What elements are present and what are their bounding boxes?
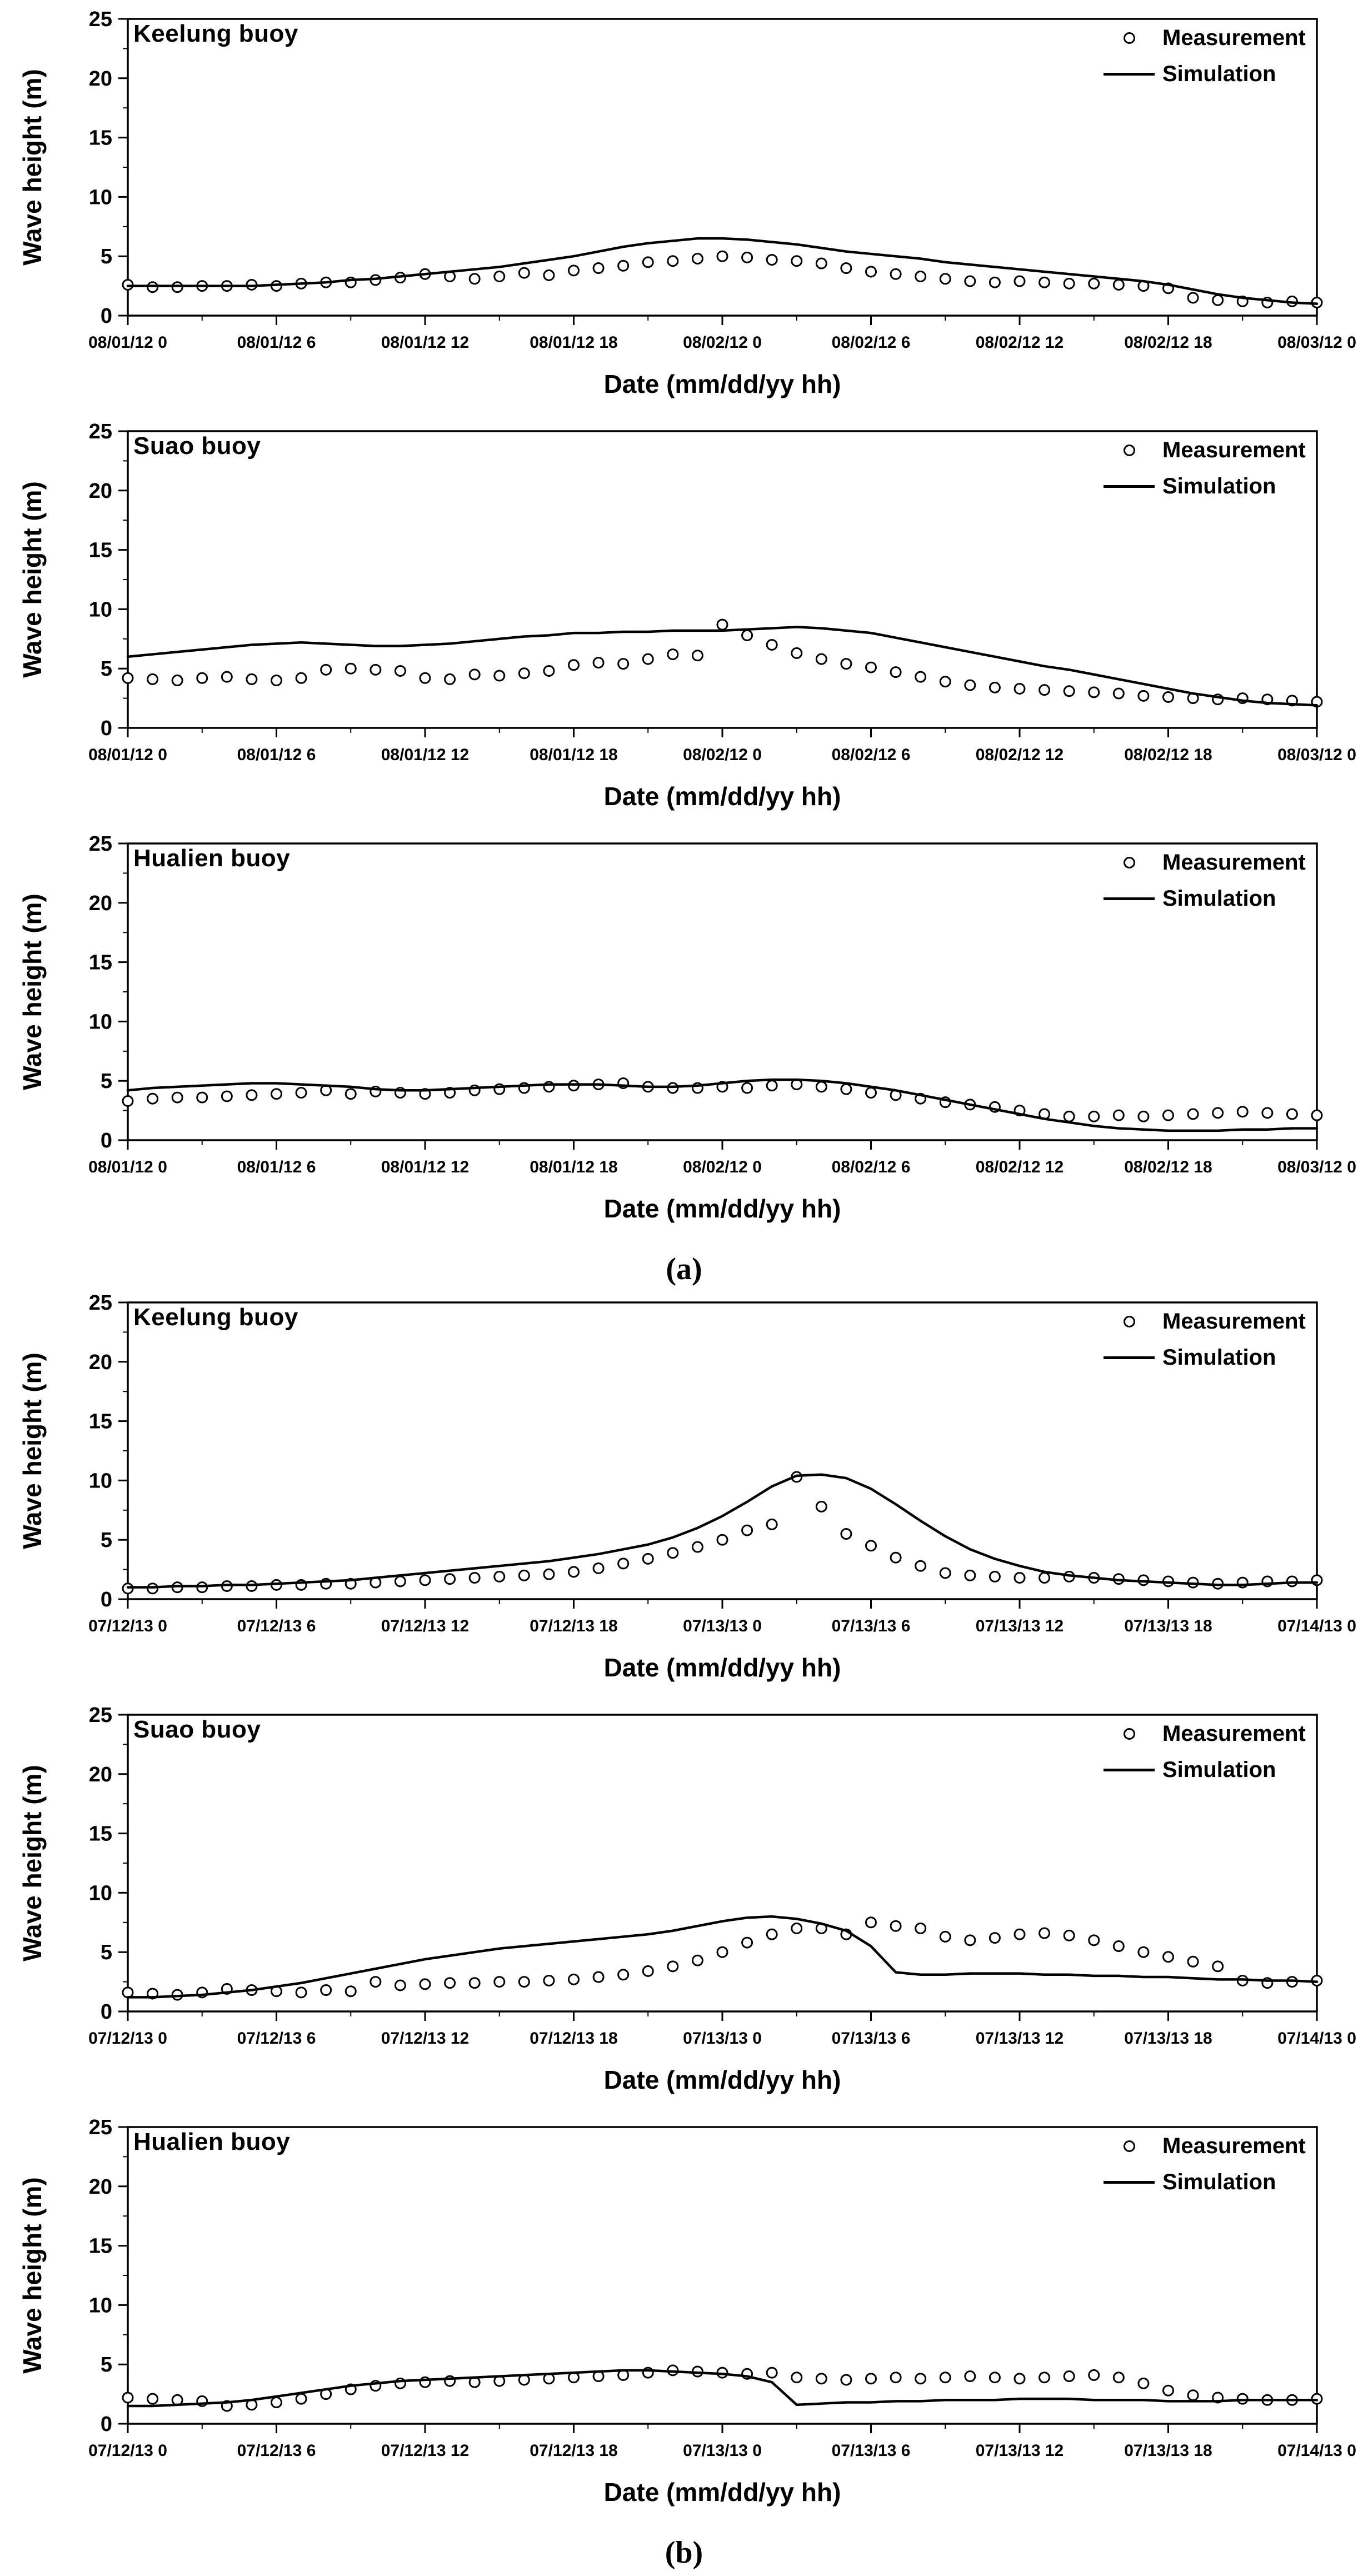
simulation-line-icon [1096,897,1162,900]
panel-title: Suao buoy [133,1716,261,1743]
legend-label: Measurement [1162,1309,1306,1334]
legend-item-simulation [1096,1345,1312,1370]
chart-panel-keelung-a [0,9,1368,421]
legend-label: Simulation [1162,1758,1276,1782]
svg-text:07/12/13 12: 07/12/13 12 [381,1617,470,1635]
measurement-marker-icon [1096,1316,1162,1327]
legend-label: Measurement [1162,1721,1306,1746]
svg-text:07/12/13 6: 07/12/13 6 [237,2442,316,2460]
svg-text:0: 0 [100,1129,112,1152]
svg-text:08/01/12 18: 08/01/12 18 [530,1158,618,1176]
svg-text:20: 20 [88,1763,112,1786]
svg-text:08/02/12 12: 08/02/12 12 [975,746,1064,764]
svg-text:08/02/12 18: 08/02/12 18 [1124,333,1212,352]
svg-text:07/12/13 18: 07/12/13 18 [530,2442,618,2460]
x-axis-title: Date (mm/dd/yy hh) [603,370,841,398]
svg-text:07/13/13 6: 07/13/13 6 [831,2029,911,2048]
svg-text:07/12/13 18: 07/12/13 18 [530,1617,618,1635]
svg-text:15: 15 [88,2234,112,2258]
svg-text:25: 25 [88,9,112,31]
svg-text:5: 5 [100,1529,112,1552]
svg-text:08/02/12 0: 08/02/12 0 [683,1158,762,1176]
svg-text:5: 5 [100,245,112,269]
svg-text:07/13/13 12: 07/13/13 12 [975,2442,1064,2460]
svg-text:0: 0 [100,2000,112,2024]
y-axis-label: Wave height (m) [18,1352,47,1549]
svg-text:08/01/12 0: 08/01/12 0 [88,333,167,352]
measurement-marker-icon [1096,2140,1162,2152]
simulation-line-icon [1096,485,1162,488]
svg-text:5: 5 [100,1070,112,1094]
legend-label: Simulation [1162,2170,1276,2194]
legend-item-simulation [1096,1758,1312,1783]
svg-text:08/01/12 18: 08/01/12 18 [530,333,618,352]
svg-text:25: 25 [88,421,112,443]
svg-text:07/13/13 12: 07/13/13 12 [975,2029,1064,2048]
svg-text:08/02/12 12: 08/02/12 12 [975,1158,1064,1176]
svg-text:07/13/13 6: 07/13/13 6 [831,2442,911,2460]
svg-text:15: 15 [88,951,112,975]
measurement-marker-icon [1096,32,1162,44]
group-label-b: (b) [665,2535,703,2570]
svg-text:07/13/13 0: 07/13/13 0 [683,2442,762,2460]
svg-text:15: 15 [88,1822,112,1846]
chart-panel-suao-a [0,421,1368,833]
x-axis-title: Date (mm/dd/yy hh) [603,1653,841,1682]
panel-title: Hualien buoy [133,845,291,872]
simulation-line-icon [1096,73,1162,76]
svg-text:08/03/12 0: 08/03/12 0 [1277,333,1356,352]
measurement-marker-icon [1096,1728,1162,1740]
svg-text:5: 5 [100,2353,112,2377]
panel-title: Hualien buoy [133,2128,291,2155]
legend-label: Measurement [1162,438,1306,462]
svg-text:08/02/12 6: 08/02/12 6 [831,1158,911,1176]
x-axis-title: Date (mm/dd/yy hh) [603,782,841,811]
svg-text:08/03/12 0: 08/03/12 0 [1277,746,1356,764]
svg-text:10: 10 [88,598,112,622]
svg-text:08/01/12 0: 08/01/12 0 [88,746,167,764]
svg-text:25: 25 [88,1705,112,1727]
legend [1096,850,1312,911]
chart-panel-hualien-b [0,2117,1368,2529]
legend-label: Simulation [1162,1345,1276,1370]
legend-item-measurement [1096,1721,1312,1746]
legend-item-measurement [1096,438,1312,463]
svg-text:0: 0 [100,304,112,328]
svg-text:20: 20 [88,479,112,503]
legend-item-measurement [1096,850,1312,875]
svg-text:0: 0 [100,1588,112,1611]
svg-text:08/01/12 12: 08/01/12 12 [381,333,470,352]
svg-text:20: 20 [88,891,112,915]
legend [1096,1309,1312,1370]
svg-text:15: 15 [88,1410,112,1434]
y-axis-label: Wave height (m) [18,69,47,266]
svg-text:08/03/12 0: 08/03/12 0 [1277,1158,1356,1176]
legend-item-measurement [1096,1309,1312,1334]
legend-item-simulation [1096,886,1312,911]
svg-text:07/14/13 0: 07/14/13 0 [1277,2029,1356,2048]
svg-text:20: 20 [88,1350,112,1374]
svg-text:5: 5 [100,1941,112,1965]
svg-text:10: 10 [88,1469,112,1493]
group-label-a: (a) [666,1252,702,1286]
svg-text:10: 10 [88,1010,112,1034]
svg-text:08/02/12 18: 08/02/12 18 [1124,1158,1212,1176]
legend-item-simulation [1096,474,1312,499]
svg-text:08/02/12 18: 08/02/12 18 [1124,746,1212,764]
legend [1096,2134,1312,2195]
x-axis-title: Date (mm/dd/yy hh) [603,2478,841,2507]
y-axis-label: Wave height (m) [18,481,47,678]
svg-text:08/01/12 6: 08/01/12 6 [237,746,316,764]
svg-text:08/01/12 0: 08/01/12 0 [88,1158,167,1176]
svg-text:08/01/12 12: 08/01/12 12 [381,1158,470,1176]
svg-text:0: 0 [100,717,112,740]
panel-title: Suao buoy [133,432,261,460]
svg-text:0: 0 [100,2413,112,2436]
svg-text:5: 5 [100,657,112,681]
svg-text:10: 10 [88,1881,112,1905]
x-axis-title: Date (mm/dd/yy hh) [603,1194,841,1223]
svg-text:07/13/13 12: 07/13/13 12 [975,1617,1064,1635]
legend-label: Simulation [1162,474,1276,498]
svg-text:07/12/13 0: 07/12/13 0 [88,2442,167,2460]
measurement-marker-icon [1096,445,1162,456]
legend [1096,26,1312,87]
simulation-line-icon [1096,1356,1162,1359]
panel-title: Keelung buoy [133,20,298,47]
svg-text:07/12/13 0: 07/12/13 0 [88,1617,167,1635]
svg-text:07/12/13 12: 07/12/13 12 [381,2029,470,2048]
y-axis-label: Wave height (m) [18,1765,47,1961]
legend-label: Measurement [1162,26,1306,50]
panel-title: Keelung buoy [133,1304,298,1331]
svg-text:07/12/13 6: 07/12/13 6 [237,2029,316,2048]
svg-text:20: 20 [88,67,112,91]
legend-item-measurement [1096,26,1312,51]
simulation-line-icon [1096,1769,1162,1771]
legend-label: Simulation [1162,62,1276,86]
svg-text:15: 15 [88,538,112,562]
svg-text:08/01/12 6: 08/01/12 6 [237,333,316,352]
svg-text:08/02/12 6: 08/02/12 6 [831,746,911,764]
legend-item-measurement [1096,2134,1312,2159]
svg-text:15: 15 [88,126,112,150]
svg-text:08/02/12 0: 08/02/12 0 [683,333,762,352]
measurement-marker-icon [1096,857,1162,868]
svg-text:20: 20 [88,2175,112,2199]
legend [1096,1721,1312,1783]
svg-text:25: 25 [88,1292,112,1315]
svg-text:08/01/12 18: 08/01/12 18 [530,746,618,764]
svg-text:08/02/12 0: 08/02/12 0 [683,746,762,764]
chart-panel-keelung-b [0,1292,1368,1705]
svg-text:10: 10 [88,186,112,209]
svg-text:08/02/12 12: 08/02/12 12 [975,333,1064,352]
svg-text:07/13/13 0: 07/13/13 0 [683,2029,762,2048]
legend [1096,438,1312,499]
svg-text:25: 25 [88,833,112,856]
legend-item-simulation [1096,2170,1312,2195]
svg-text:08/01/12 12: 08/01/12 12 [381,746,470,764]
svg-text:07/12/13 18: 07/12/13 18 [530,2029,618,2048]
svg-text:07/12/13 12: 07/12/13 12 [381,2442,470,2460]
legend-label: Measurement [1162,850,1306,875]
legend-label: Measurement [1162,2134,1306,2158]
y-axis-label: Wave height (m) [18,2177,47,2374]
y-axis-label: Wave height (m) [18,893,47,1090]
svg-text:07/13/13 0: 07/13/13 0 [683,1617,762,1635]
svg-text:08/02/12 6: 08/02/12 6 [831,333,911,352]
chart-panel-hualien-a [0,833,1368,1246]
svg-text:07/14/13 0: 07/14/13 0 [1277,2442,1356,2460]
legend-label: Simulation [1162,886,1276,911]
chart-panel-suao-b [0,1705,1368,2117]
svg-text:07/13/13 18: 07/13/13 18 [1124,2029,1212,2048]
svg-text:25: 25 [88,2117,112,2139]
simulation-line-icon [1096,2181,1162,2184]
svg-text:07/12/13 0: 07/12/13 0 [88,2029,167,2048]
svg-text:07/12/13 6: 07/12/13 6 [237,1617,316,1635]
x-axis-title: Date (mm/dd/yy hh) [603,2065,841,2094]
legend-item-simulation [1096,62,1312,87]
svg-text:07/13/13 18: 07/13/13 18 [1124,2442,1212,2460]
svg-text:08/01/12 6: 08/01/12 6 [237,1158,316,1176]
svg-text:07/13/13 18: 07/13/13 18 [1124,1617,1212,1635]
svg-text:07/14/13 0: 07/14/13 0 [1277,1617,1356,1635]
svg-text:07/13/13 6: 07/13/13 6 [831,1617,911,1635]
svg-text:10: 10 [88,2294,112,2318]
